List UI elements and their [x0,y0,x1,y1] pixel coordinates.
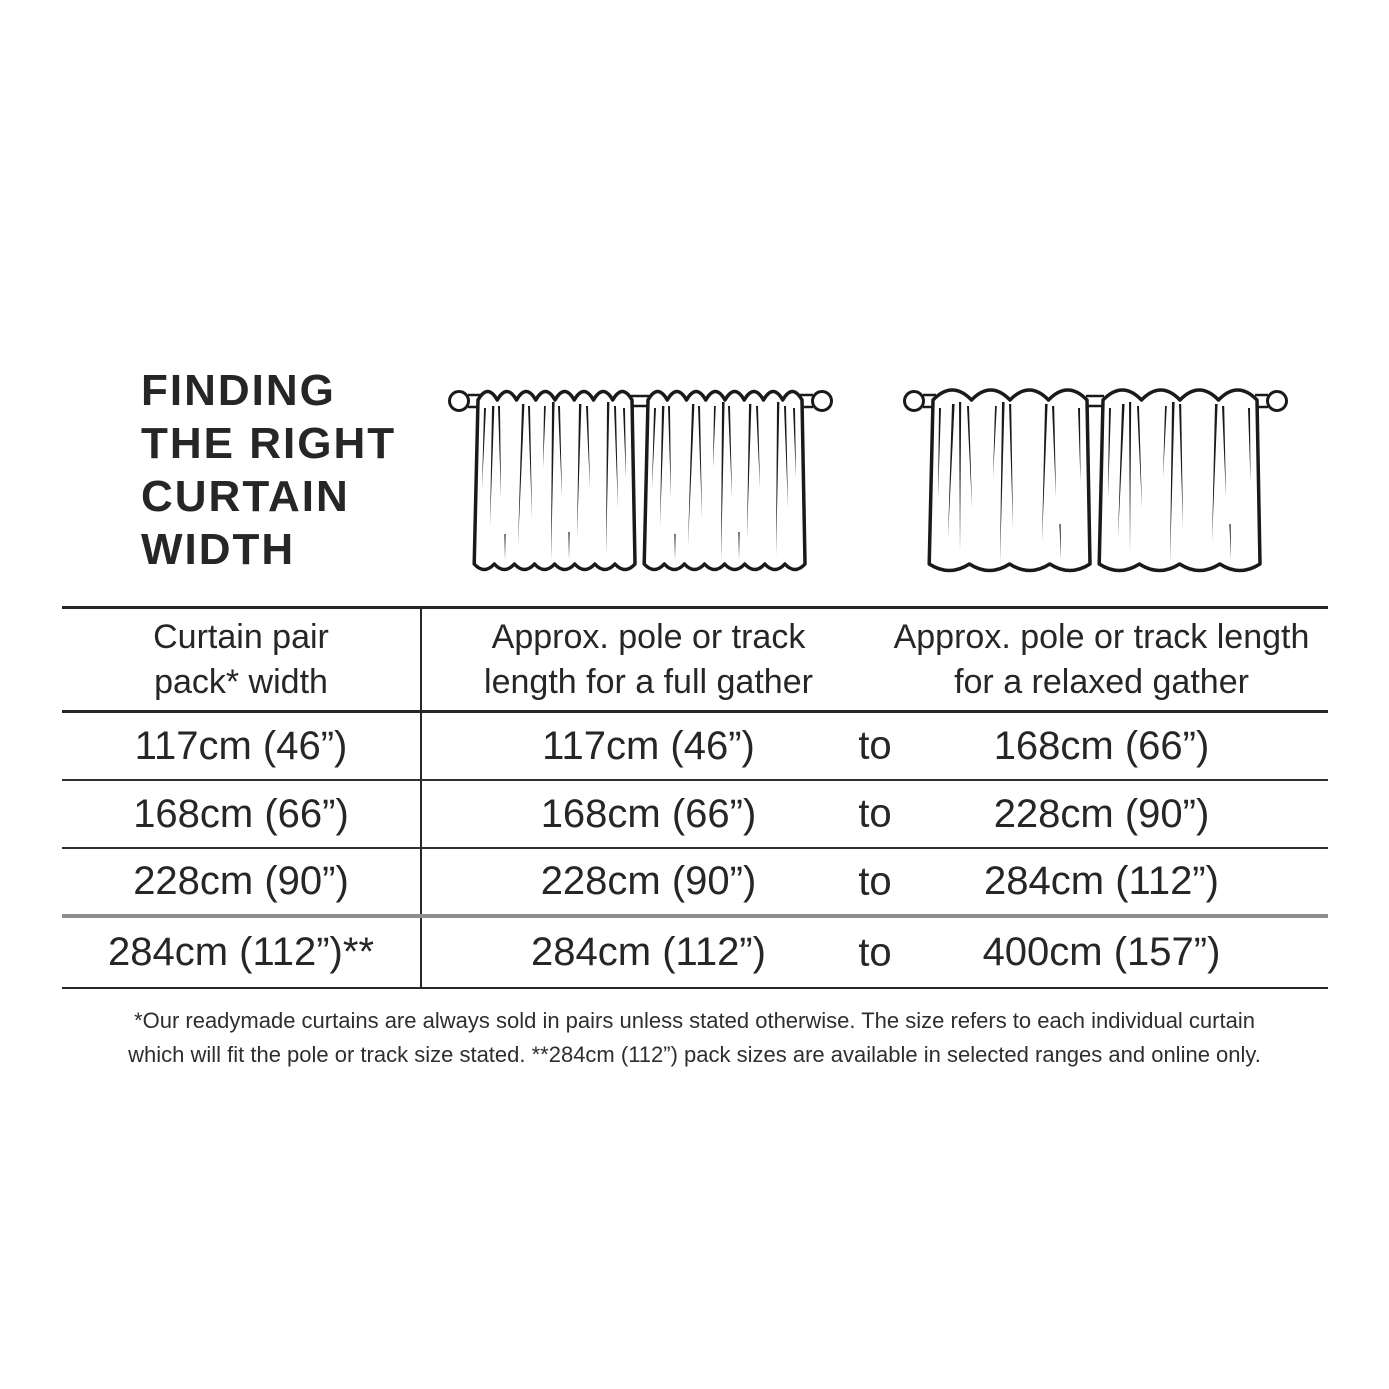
header-line: for a relaxed gather [954,662,1249,701]
table-row [62,918,1328,987]
page-title-line: WIDTH [141,525,296,574]
header-line: pack* width [154,662,328,701]
cell-range-connector: to [858,723,892,768]
relaxed-gather-curtains-illustration [903,376,1288,578]
pole-finial-left-icon [450,392,469,411]
header-relaxed-gather-length [875,609,1328,710]
cell-relaxed-gather: 400cm (157”) [982,930,1221,974]
pole-finial-right-icon [813,392,832,411]
cell-relaxed-gather: 284cm (112”) [984,859,1219,903]
cell-full-gather: 168cm (66”) [540,791,757,836]
cell-pack-width: 117cm (46”) [62,713,422,779]
cell-pack-width: 284cm (112”)** [62,918,422,987]
table-header-row [62,609,1328,713]
cell-range-connector: to [858,859,892,903]
header-line: Curtain pair [153,617,329,656]
header-line: Approx. pole or track length [893,617,1310,656]
cell-full-gather: 228cm (90”) [540,859,757,903]
footnote-line: *Our readymade curtains are always sold in pairs unless stated otherwise. The size refers to each individual curtain [134,1008,1255,1033]
table-row [62,849,1328,918]
header-full-gather-length [422,609,875,710]
full-gather-curtains-illustration [448,376,833,578]
cell-pack-width: 228cm (90”) [62,849,422,914]
pole-finial-left-icon [905,392,924,411]
cell-relaxed-gather: 228cm (90”) [993,791,1210,836]
cell-range-connector: to [858,791,892,836]
page-title-line: THE RIGHT [141,419,397,468]
cell-pack-width: 168cm (66”) [62,781,422,847]
cell-full-gather: 284cm (112”) [531,930,766,974]
pole-finial-right-icon [1268,392,1287,411]
page-title-line: CURTAIN [141,472,350,521]
cell-relaxed-gather: 168cm (66”) [993,723,1210,768]
header-curtain-pair-pack-width [62,609,422,710]
header-line: length for a full gather [484,662,813,701]
table-row [62,781,1328,849]
page-title [141,364,396,576]
header-line: Approx. pole or track [491,617,806,656]
cell-range-connector: to [858,930,892,974]
footnote-line: which will fit the pole or track size stated. **284cm (112”) pack sizes are available in selected ranges and online only. [128,1042,1261,1067]
page-title-line: FINDING [141,366,336,415]
table-row [62,713,1328,781]
curtain-size-table [62,606,1328,989]
footnote [0,1004,1389,1072]
cell-full-gather: 117cm (46”) [542,723,755,768]
